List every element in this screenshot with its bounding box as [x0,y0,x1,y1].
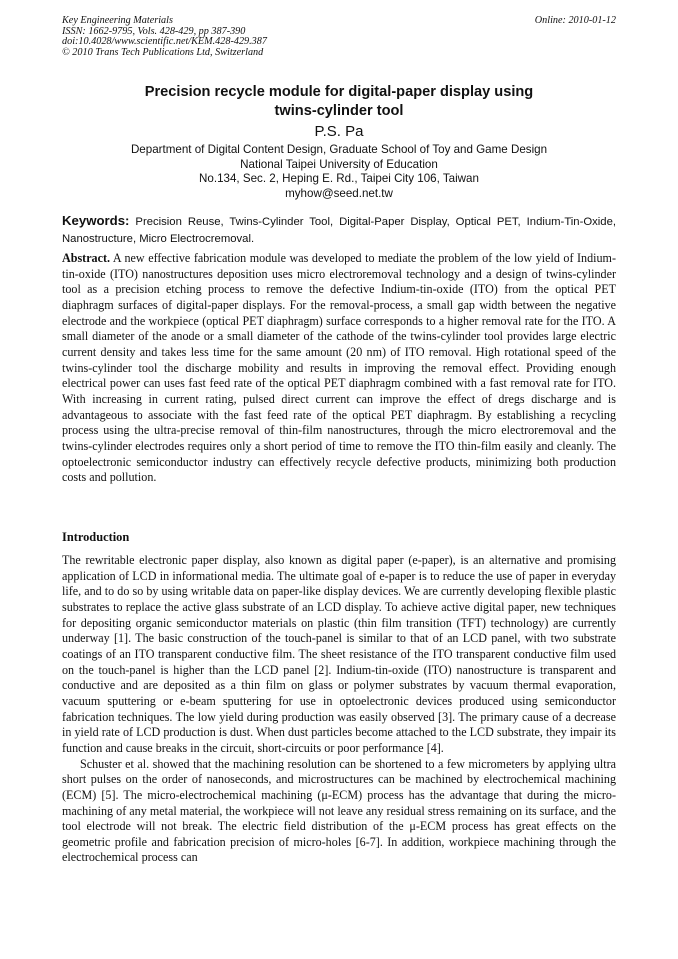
introduction-heading: Introduction [62,530,130,544]
abstract-text: A new effective fabrication module was developed to mediate the problem of the low yield of Indium-tin-oxide (ITO) nanostructures deposition uses micro electroremoval technology and a design of twins-cylinder tool as a precision etching process to remove the defective Indium-tin-oxide (ITO) from the optical PET diaphragm surfaces of digital-paper displays. For the removal-process, a small gap width between the negative electrode and the workpiece (optical PET diaphragm) surface corresponds to a higher removal rate for the ITO. A small diameter of the anode or a small diameter of the cathode of the twins-cylinder tool provides large electric current density and takes less time for the same amount (20 nm) of ITO removal. High rotational speed of the twins-cylinder tool the discharge mobility and results in improving the removal effect. Providing enough electrical power can uses fast feed rate of the optical PET diaphragm combined with a fast removal rate for ITO. With increasing in current rating, pulsed direct current can improve the effect of dregs discharge and is advantageous to associate with the fast feed rate of the optical PET diaphragm. By establishing a recycling process using the ultra-precise removal of thin-film nanostructures, through the micro electroremoval and the twins-cylinder electrodes requires only a short period of time to remove the ITO thin-film easily and cleanly. The optoelectronic semiconductor industry can effectively recycle defective products, minimizing both production costs and pollution. [62,251,616,485]
affiliation-department: Department of Digital Content Design, Graduate School of Toy and Game Design [130,143,548,156]
author-affiliation [62,143,616,201]
introduction-paragraph-1: The rewritable electronic paper display, also known as digital paper (e-paper), is an alternative and promising application of LCD in informational media. The ultimate goal of e-paper is to reduce the use of paper in everyday life, and to do so by using writable data on paper-like display devices. We are currently developing flexible plastic substrates to replace the active glass substrate of an LCD display. To achieve active digital paper, new techniques for depositing organic semiconductor materials on plastic (thin film transition (TFT) technology) are currently underway [1]. The basic construction of the touch-panel is similar to that of an LCD panel, with two substrate coatings of an ITO transparent conductive film. The sheet resistance of the ITO transparent conductive film used on the touch-panel is higher than the LCD panel [2]. Indium-tin-oxide (ITO) nanostructure is transparent and conductive and are deposited as a thin film on glass or polymer substrates by vacuum thermal evaporation, vacuum sputtering or e-beam sputtering for use in optoelectronic devices produced using semiconductor fabrication techniques. The low yield during production was easily observed [3]. The primary cause of a decrease in yield rate of LCD production is dust. When dust particles become attached to the LCD substrate, they impair its function and cause breaks in the circuit, short-circuits or poor performance [4]. [62,553,616,755]
introduction-paragraph-2: Schuster et al. showed that the machining resolution can be shortened to a few micrometers by applying ultra short pulses on the order of nanoseconds, and microstructures can be machined by electrochemical machining (ECM) [5]. The micro-electrochemical machining (μ-ECM) process has the advantage that during the micro-machining of any metal material, the workpiece will not leave any residual stress remaining on its surface, and the tool electrode will not break. The electric field distribution of the μ-ECM process has great effects on the geometric profile and fabrication precision of micro-holes [6-7]. In addition, workpiece machining through the electrochemical process can [62,756,616,865]
doi-line: doi:10.4028/www.scientific.net/KEM.428-429.387 [62,36,267,48]
title-line-2: twins-cylinder tool [274,103,404,119]
introduction-body [62,553,616,866]
issn-line: ISSN: 1662-9795, Vols. 428-429, pp 387-390 [62,25,246,37]
abstract-label: Abstract. [62,251,111,265]
author-name: P.S. Pa [314,123,364,140]
abstract-section [62,251,616,486]
affiliation-university: National Taipei University of Education [240,157,438,171]
journal-name: Key Engineering Materials [62,15,173,26]
copyright-line: © 2010 Trans Tech Publications Ltd, Switzerland [62,46,264,58]
keywords-section [62,213,616,247]
online-date: Online: 2010-01-12 [534,15,616,26]
paper-title [62,83,616,121]
affiliation-address: No.134, Sec. 2, Heping E. Rd., Taipei City 106, Taiwan [199,172,479,186]
author-email: myhow@seed.net.tw [285,186,393,200]
keywords-label: Keywords: [62,213,130,228]
keywords-text: Precision Reuse, Twins-Cylinder Tool, Digital-Paper Display, Optical PET, Indium-Tin-Oxide, Nanostructure, Micro Electrocremoval. [62,216,617,245]
title-line-1: Precision recycle module for digital-paper display using [144,84,534,100]
journal-header [62,16,616,58]
